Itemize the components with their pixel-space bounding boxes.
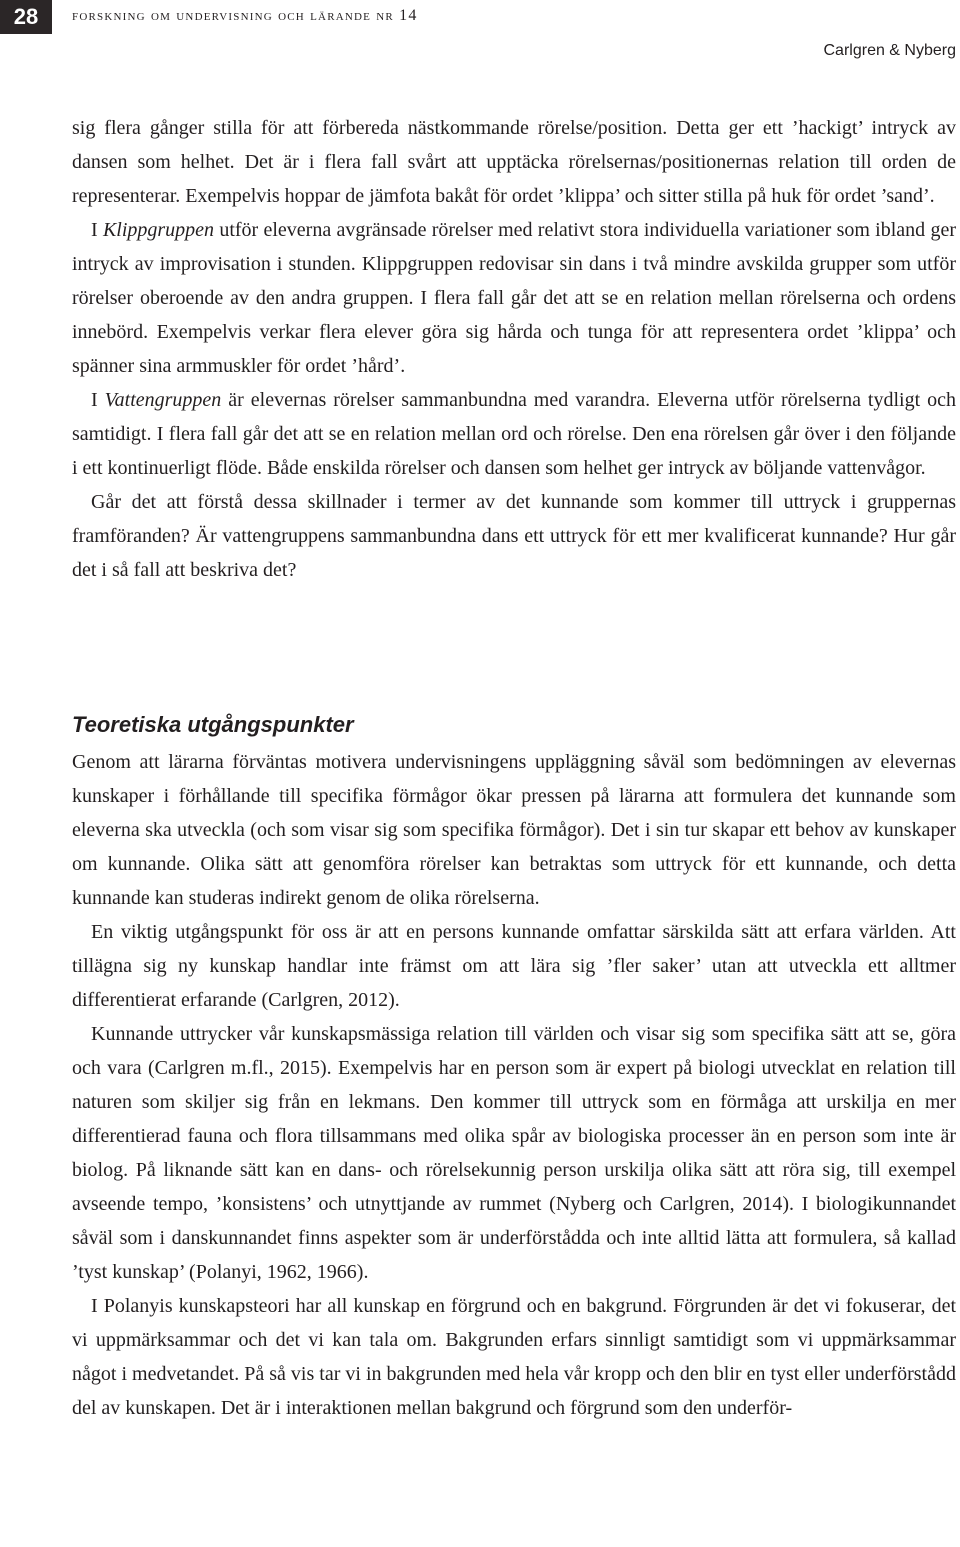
page-number: 28 <box>0 0 52 34</box>
group-name-emphasis: Vattengruppen <box>104 389 222 411</box>
journal-title: forskning om undervisning och lärande nr 14 <box>72 7 418 24</box>
paragraph: I Polanyis kunskapsteori har all kunskap en förgrund och en bakgrund. Förgrunden är det vi fokuserar, det vi uppmärksammar och det vi kan tala om. Bakgrunden erfars sinnligt samtidigt som vi uppmärksammar något i medvetandet. På så vis tar vi in bakgrunden med hela vår kropp och den blir en tyst eller underförstådd del av kunskapen. Det är i interaktionen mellan bakgrund och förgrund som den underför- <box>72 1295 956 1419</box>
paragraph: I Klippgruppen utför eleverna avgränsade rörelser med relativt stora individuella variationer som ibland ger intryck av improvisation i stunden. Klippgruppen redovisar sin dans i två mindre avskilda grupper som utför rörelser oberoende av den andra gruppen. I flera fall går det att se en relation mellan rörelserna och ordens innebörd. Exempelvis verkar flera elever göra sig hårda och tunga för att representera ordet ’klippa’ och spänner sina armmuskler för ordet ’hård’. <box>72 219 956 377</box>
paragraph: En viktig utgångspunkt för oss är att en persons kunnande omfattar särskilda sätt att erfara världen. Att tillägna sig ny kunskap handlar inte främst om att lära sig ’fler saker’ utan att utveckla ett alltmer differentierat erfarande (Carlgren, 2012). <box>72 921 956 1011</box>
paragraph: I Vattengruppen är elevernas rörelser sammanbundna med varandra. Eleverna utför rörelserna tydligt och samtidigt. I flera fall går det att se en relation mellan ord och rörelse. Den ena rörelsen går över i den följande i ett kontinuerligt flöde. Både enskilda rörelser och dansen som helhet ger intryck av böljande vattenvågor. <box>72 389 956 479</box>
paragraph: Kunnande uttrycker vår kunskapsmässiga relation till världen och visar sig som specifika sätt att se, göra och vara (Carlgren m.fl., 2015). Exempelvis har en person som är expert på biologi utvecklat en relation till naturen som skiljer sig från en lekmans. Den kommer till uttryck som en förmåga att urskilja en mer differentierad fauna och flora tillsammans med olika spår av biologiska processer än en person som inte är biolog. På liknande sätt kan en dans- och rörelsekunnig person urskilja olika sätt att röra sig, till exempel avseende tempo, ’konsistens’ och utnyttjande av rummet (Nyberg och Carlgren, 2014). I biologikunnandet såväl som i danskunnandet finns aspekter som är underförstådda och inte alltid lätta att formulera, så kallad ’tyst kunskap’ (Polanyi, 1962, 1966). <box>72 1023 956 1283</box>
body-text-top <box>72 111 956 587</box>
section-heading: Teoretiska utgångspunkter <box>72 712 354 737</box>
group-name-emphasis: Klippgruppen <box>102 219 215 241</box>
paragraph: Genom att lärarna förväntas motivera undervisningens uppläggning såväl som bedömningen av elevernas kunskaper i förhållande till specifika förmågor ökar pressen på lärarna att formulera det kunnande som eleverna ska utveckla (och som visar sig som specifika förmågor). Det i sin tur skapar ett behov av kunskaper om kunnande. Olika sätt att genomföra rörelser kan betraktas som uttryck för ett kunnande, och detta kunnande kan studeras indirekt genom de olika rörelserna. <box>72 751 956 909</box>
body-text-section <box>72 745 956 1425</box>
running-header <box>0 0 960 34</box>
paragraph: Går det att förstå dessa skillnader i termer av det kunnande som kommer till uttryck i gruppernas framföranden? Är vattengruppens sammanbundna dans ett uttryck för ett mer kvalificerat kunnande? Hur går det i så fall att beskriva det? <box>72 491 956 581</box>
paragraph: sig flera gånger stilla för att förbereda nästkommande rörelse/position. Detta ger ett ’hackigt’ intryck av dansen som helhet. Det är i flera fall svårt att upptäcka rörelsernas/positionernas relation till orden de representerar. Exempelvis hoppar de jämfota bakåt för ordet ’klippa’ och sitter stilla på huk för ordet ’sand’. <box>72 117 956 207</box>
author-names: Carlgren & Nyberg <box>823 42 956 59</box>
